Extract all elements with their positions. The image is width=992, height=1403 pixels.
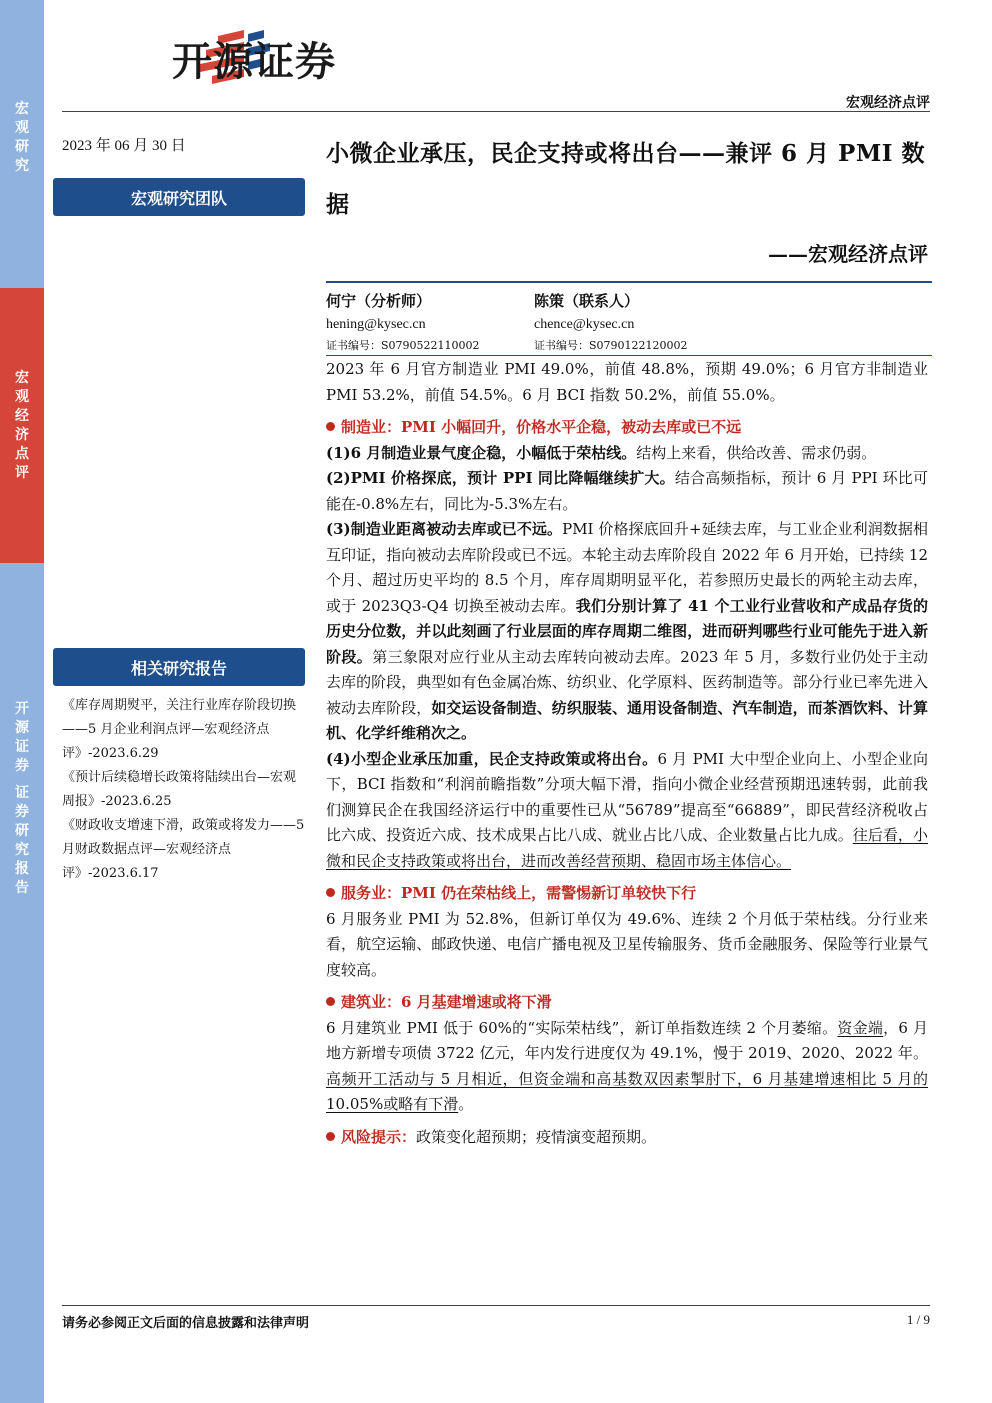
related-report-item[interactable]: 《库存周期熨平，关注行业库存阶段切换——5 月企业利润点评—宏观经济点评》-2023.6.29 bbox=[62, 698, 297, 761]
report-date: 2023 年 06 月 30 日 bbox=[62, 138, 186, 154]
analyst-email[interactable]: hening@kysec.cn bbox=[326, 317, 426, 332]
page-number: 1 / 9 bbox=[906, 1312, 930, 1327]
strip-macro-commentary: 宏 观 经 济 点 评 bbox=[0, 288, 44, 563]
contact-name: 陈策（联系人） bbox=[534, 292, 640, 310]
strip-macro-research: 宏 观 研 究 bbox=[15, 101, 29, 174]
legal-disclaimer: 请务必参阅正文后面的信息披露和法律声明 bbox=[62, 1316, 310, 1331]
bullet-dot-icon bbox=[326, 1132, 335, 1141]
paragraph: (4)小型企业承压加重，民企支持政策或将出台。6 月 PMI 大中型企业向上、小型企业向下，BCI 指数和“利润前瞻指数”分项大幅下滑，指向小微企业经营预期迅速转弱，此前我们测算民企在我国经济运行中的重要性已从“56789”提高至“66889”，即民营经济税收占比六成、投资近六成、技术成果占比八成、就业占比八成、企业数量占比九成。往后看，小微和民企支持政策或将出台，进而改善经营预期、稳固市场主体信心。 bbox=[326, 749, 928, 870]
analyst-divider bbox=[326, 355, 932, 356]
analyst-cert: 证书编号：S0790522110002 bbox=[326, 339, 480, 352]
report-body bbox=[326, 357, 928, 1150]
paragraph: 6 月服务业 PMI 为 52.8%，但新订单仅为 49.6%、连续 2 个月低于荣枯线。分行业来看，航空运输、邮政快递、电信广播电视及卫星传输服务、货币金融服务、保险等行业景气度较高。 bbox=[326, 909, 928, 979]
team-label: 宏观研究团队 bbox=[53, 178, 305, 216]
section-heading-manufacturing: 制造业：PMI 小幅回升，价格水平企稳，被动去库或已不远 bbox=[326, 415, 928, 441]
report-title: 小微企业承压，民企支持或将出台——兼评 6 月 PMI 数据 bbox=[326, 140, 926, 218]
intro-paragraph: 2023 年 6 月官方制造业 PMI 49.0%，前值 48.8%，预期 49.0%；6 月官方非制造业 PMI 53.2%，前值 54.5%。6 月 BCI 指数 50.2%，前值 55.0%。 bbox=[326, 360, 928, 404]
related-reports-list bbox=[62, 694, 308, 886]
analyst-card bbox=[326, 290, 480, 353]
paragraph: (1)6 月制造业景气度企稳，小幅低于荣枯线。结构上来看，供给改善、需求仍弱。 bbox=[326, 443, 877, 462]
bullet-dot-icon bbox=[326, 997, 335, 1006]
footer-divider bbox=[62, 1305, 930, 1306]
contact-cert: 证书编号：S0790122120002 bbox=[534, 339, 688, 352]
report-subtitle: ——宏观经济点评 bbox=[768, 242, 928, 266]
title-divider bbox=[326, 281, 932, 283]
contact-email[interactable]: chence@kysec.cn bbox=[534, 317, 635, 332]
header-divider bbox=[62, 111, 930, 112]
related-reports-heading: 相关研究报告 bbox=[53, 648, 305, 686]
paragraph: (2)PMI 价格探底，预计 PPI 同比降幅继续扩大。结合高频指标，预计 6 月 PPI 环比可能在-0.8%左右，同比为-5.3%左右。 bbox=[326, 469, 928, 513]
section-heading-construction: 建筑业：6 月基建增速或将下滑 bbox=[326, 990, 928, 1016]
paragraph: (3)制造业距离被动去库或已不远。PMI 价格探底回升+延续去库，与工业企业利润数据相互印证，指向被动去库阶段或已不远。本轮主动去库阶段自 2022 年 6 月开始，已持续 12 个月、超过历史平均的 8.5 个月，库存周期明显平化，若参照历史最长的两轮主动去库，或于 2023Q3-Q4 切换至被动去库。我们分别计算了 41 个工业行业营收和产成品存货的历史分位数，并以此刻画了行业层面的库存周期二维图，进而研判哪些行业可能先于进入新阶段。第三象限对应行业从主动去库转向被动去库。2023 年 5 月，多数行业仍处于主动去库的阶段，典型如有色金属冶炼、纺织业、化学原料、医药制造等。部分行业已率先进入被动去库阶段，如交运设备制造、纺织服装、通用设备制造、汽车制造，而茶酒饮料、计算机、化学纤维稍次之。 bbox=[326, 520, 928, 742]
header-category: 宏观经济点评 bbox=[846, 95, 930, 111]
brand-name: 开源证券 bbox=[172, 39, 336, 85]
bullet-dot-icon bbox=[326, 888, 335, 897]
bullet-dot-icon bbox=[326, 422, 335, 431]
contact-card bbox=[534, 290, 688, 353]
left-vertical-strip bbox=[0, 0, 44, 1403]
paragraph: 6 月建筑业 PMI 低于 60%的“实际荣枯线”，新订单指数连续 2 个月萎缩。资金端，6 月地方新增专项债 3722 亿元，年内发行进度仅为 49.1%，慢于 2019、2020、2022 年。高频开工活动与 5 月相近，但资金端和高基数双因素掣肘下，6 月基建增速相比 5 月的 10.05%或略有下滑。 bbox=[326, 1018, 928, 1113]
related-report-item[interactable]: 《预计后续稳增长政策将陆续出台—宏观周报》-2023.6.25 bbox=[62, 770, 297, 809]
risk-warning: 风险提示：政策变化超预期；疫情演变超预期。 bbox=[326, 1125, 928, 1151]
analyst-name: 何宁（分析师） bbox=[326, 292, 432, 310]
strip-kysec-research-report: 开 源 证 券 证 券 研 究 报 告 bbox=[15, 701, 29, 896]
related-report-item[interactable]: 《财政收支增速下滑，政策或将发力——5 月财政数据点评—宏观经济点评》-2023.6.17 bbox=[62, 818, 305, 881]
section-heading-services: 服务业：PMI 仍在荣枯线上，需警惕新订单较快下行 bbox=[326, 881, 928, 907]
